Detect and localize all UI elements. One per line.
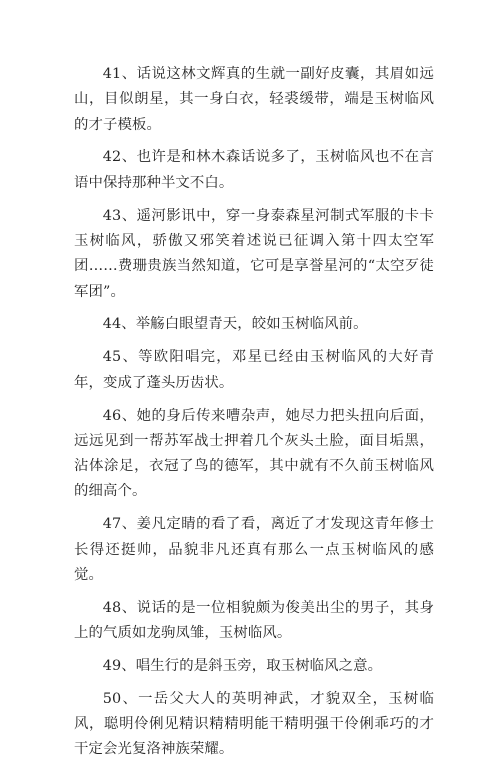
sentence-paragraph-42: 42、也许是和林木森话说多了，玉树临风也不在言语中保持那种半文不白。 [74,149,434,191]
sentence-paragraph-43: 43、遥河影讯中，穿一身泰森星河制式军服的卡卡玉树临风，骄傲又邪笑着述说已征调入第十四太空军团……费珊贵族当然知道，它可是享誉星河的“太空歹徒军团”。 [74,207,434,300]
sentence-paragraph-50: 50、一岳父大人的英明神武，才貌双全，玉树临风，聪明伶俐见精识精精明能干精明强干伶俐乖巧的才干定会光复洛神族荣耀。 [74,690,434,758]
sentence-paragraph-46: 46、她的身后传来嘈杂声，她尽力把头扭向后面，远远见到一帮苏军战士押着几个灰头土脸，面目垢黑，沾体涂足，衣冠了鸟的德军，其中就有不久前玉树临风的细高个。 [74,407,434,500]
sentence-paragraph-49: 49、唱生行的是斜玉旁，取玉树临风之意。 [102,657,383,674]
sentence-paragraph-44: 44、举觞白眼望青天，皎如玉树临风前。 [102,316,368,333]
sentence-paragraph-48: 48、说话的是一位相貌颇为俊美出尘的男子，其身上的气质如龙驹凤雏，玉树临风。 [74,599,434,642]
document-body [74,62,434,770]
sentence-paragraph-47: 47、姜凡定睛的看了看，离近了才发现这青年修士长得还挺帅，品貌非凡还真有那么一点玉树临风的感觉。 [74,516,434,583]
sentence-paragraph-45: 45、等欧阳唱完，邓星已经由玉树临风的大好青年，变成了蓬头历齿状。 [74,349,434,391]
sentence-paragraph-41: 41、话说这林文辉真的生就一副好皮囊，其眉如远山，目似朗星，其一身白衣，轻裘缓带，端是玉树临风的才子模板。 [74,66,434,133]
